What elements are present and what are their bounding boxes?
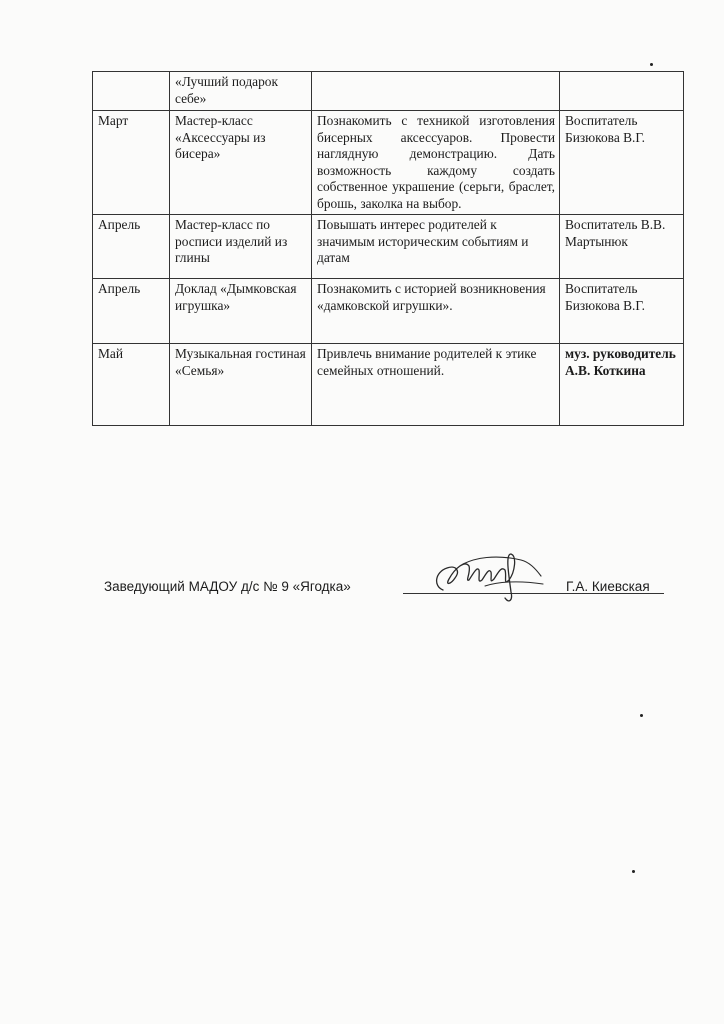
director-name: Г.А. Киевская [566,579,650,594]
table-row [93,279,684,344]
event-cell: Мастер-класс по росписи изделий из глины [170,215,312,279]
signature-block [104,575,704,605]
event-cell: Доклад «Дымковская игрушка» [170,279,312,344]
responsible-cell [560,72,684,111]
table-row [93,72,684,111]
event-cell: Мастер-класс «Аксессуары из бисера» [170,111,312,215]
month-cell: Март [93,111,170,215]
handwritten-signature [425,546,555,606]
director-position: Заведующий МАДОУ д/с № 9 «Ягодка» [104,579,351,594]
goal-cell: Привлечь внимание родителей к этике семейных отношений. [312,344,560,426]
responsible-cell: Воспитатель Бизюкова В.Г. [560,111,684,215]
scan-speck [640,714,643,717]
table-row [93,215,684,279]
goal-cell [312,72,560,111]
month-cell: Апрель [93,279,170,344]
month-cell: Май [93,344,170,426]
events-table [92,71,684,426]
scan-speck [632,870,635,873]
event-cell: Музыкальная гостиная «Семья» [170,344,312,426]
responsible-cell: Воспитатель Бизюкова В.Г. [560,279,684,344]
month-cell: Апрель [93,215,170,279]
goal-cell: Познакомить с историей возникновения «дамковской игрушки». [312,279,560,344]
scan-speck [650,63,653,66]
table-row [93,344,684,426]
responsible-cell: муз. руководитель А.В. Коткина [560,344,684,426]
event-cell: «Лучший подарок себе» [170,72,312,111]
responsible-cell: Воспитатель В.В. Мартынюк [560,215,684,279]
goal-cell: Познакомить с техникой изготовления бисерных аксессуаров. Провести наглядную демонстрацию. Дать возможность каждому создать собственное украшение (серьги, браслет, брошь, заколка на выбор. [312,111,560,215]
table-row [93,111,684,215]
month-cell [93,72,170,111]
goal-cell: Повышать интерес родителей к значимым историческим событиям и датам [312,215,560,279]
